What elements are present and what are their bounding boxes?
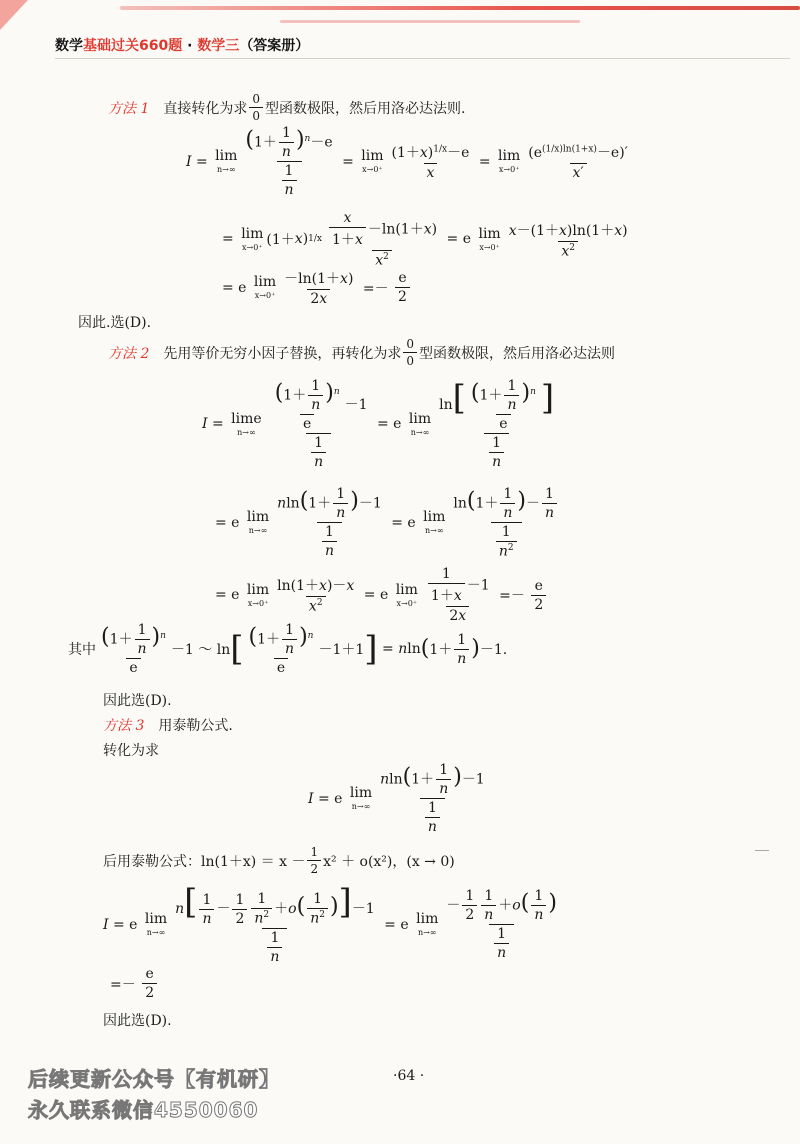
method1-text: 直接转化为求	[163, 100, 248, 117]
method1-text-2: 型函数极限，然后用洛必达法则.	[265, 100, 466, 117]
method1-conclusion: 因此.选(D).	[78, 315, 152, 331]
equation-m1-line2: = lim x→0⁺ (1＋ x ) 1/x $\frac{x}{1+x}$ －ln(1＋x) $x^2$ = e lim x→0⁺ $\frac{x-(1+x)\ln(1+x)}{x^2}$	[222, 210, 628, 269]
equation-m1-line3: = e lim x→0⁺ $\frac{-\ln(1+x)}{2x}$ =－ $\frac{e}{2}$	[222, 268, 412, 307]
frac-den: 0	[403, 352, 417, 368]
frac-den: 0	[249, 107, 263, 123]
method2-conclusion: 因此选(D).	[103, 693, 172, 709]
equation-m1-line1: I = lim n→∞ (1＋ $\frac{1}{n}$ )$^n$－e $\frac{1}{n}$ = lim x→0⁺ $\frac{(1+x)^{1/x}-e}{x}$ = lim x→0⁺ $\frac{(e^{(1/x)ln(1+x)}-e)'}{x'}$	[186, 125, 628, 198]
frac-num: 0	[252, 92, 260, 106]
method2-label: 方法 2	[108, 345, 150, 362]
method1-intro	[108, 92, 465, 123]
header-decor-line-secondary	[280, 20, 580, 23]
header-title-part: 数学	[55, 38, 83, 54]
method3-text: 用泰勒公式.	[158, 718, 233, 734]
method3-convert: 转化为求	[103, 743, 159, 759]
header-corner-decoration	[0, 0, 28, 30]
header-rule	[55, 58, 790, 59]
header-title-sep: ·	[182, 38, 198, 54]
method3-label: 方法 3	[103, 718, 145, 734]
watermark-line1: 后续更新公众号【有机研】	[28, 1067, 280, 1091]
equation-m2-line1: I = lime n→∞ (1＋ $\frac{1}{n}$ )$^n$ e －1 $\frac{1}{n}$ = e lim n→∞ ln[ (1＋ $\frac{1}{n}$ )$^n$ e ] $\frac{1}{n}$	[202, 378, 555, 470]
method3-taylor: 后用泰勒公式：ln(1＋x) ＝ x － $\frac{1}{2}$ x² ＋ o(x²)，(x → 0)	[103, 845, 455, 876]
equation-m2-line2: = e lim n→∞ nln(1＋ $\frac{1}{n}$ )－1 $\frac{1}{n}$ = e lim n→∞ ln(1＋ $\frac{1}{n}$ )－ $\frac{1}{n}$ $\frac{1}{n^2}$	[215, 486, 564, 560]
taylor-text-2: x² ＋ o(x²)，(x → 0)	[323, 853, 455, 870]
zero-over-zero-2	[403, 337, 417, 368]
frac-num: 0	[406, 337, 414, 351]
equation-m3-line1: I = e lim n→∞ nln(1＋ $\frac{1}{n}$ )－1 $\frac{1}{n}$	[308, 762, 485, 835]
method1-label: 方法 1	[108, 100, 150, 117]
equation-m3-line2: I = e lim n→∞ n[ $\frac{1}{n}$ － $\frac{1}{2}$ $\frac{1}{n^2}$ ＋o( $\frac{1}{n^2}$ )]－1 $\frac{1}{n}$ = e lim n→∞ － $\frac{1}{2}$ $\frac{1}{n}$ ＋o( $\frac{1}{n}$ ) $\frac{1}{n}$	[103, 882, 557, 965]
header-title	[55, 35, 309, 55]
zero-over-zero	[249, 92, 263, 123]
where-label: 其中	[68, 642, 96, 658]
method2-text-2: 型函数极限，然后用洛必达法则	[419, 345, 615, 362]
watermark-line2: 永久联系微信4550060	[28, 1098, 259, 1122]
method3-conclusion: 因此选(D).	[103, 1013, 172, 1029]
margin-mark	[755, 850, 769, 851]
method2-intro	[108, 337, 615, 368]
header-title-highlight: 基础过关660题	[83, 38, 183, 54]
method3-intro	[103, 715, 233, 735]
header-decor-line	[120, 6, 800, 10]
equation-m2-where: 其中 (1＋ $\frac{1}{n}$ )$^n$ e －1 ～ ln [ (1＋ $\frac{1}{n}$ )$^n$ e －1＋1 ] = n ln ( 1＋ $\frac{1}{n}$ ) －1.	[68, 622, 508, 676]
header-title-answer: （答案册）	[239, 38, 310, 54]
header-title-subject: 数学三	[197, 38, 240, 54]
equation-m3-line3: =－ $\frac{e}{2}$	[110, 966, 159, 1001]
method2-text: 先用等价无穷小因子替换，再转化为求	[163, 345, 402, 362]
page-number: ·64 ·	[393, 1068, 425, 1084]
equation-m2-line3: = e lim x→0⁺ $\frac{\ln(1+x)-x}{x^2}$ = e lim x→0⁺ $\frac{1}{1+x}$ －1 2x =－ $\frac{e}{2}$	[215, 566, 548, 624]
taylor-text: 后用泰勒公式：ln(1＋x) ＝ x －	[103, 853, 306, 870]
